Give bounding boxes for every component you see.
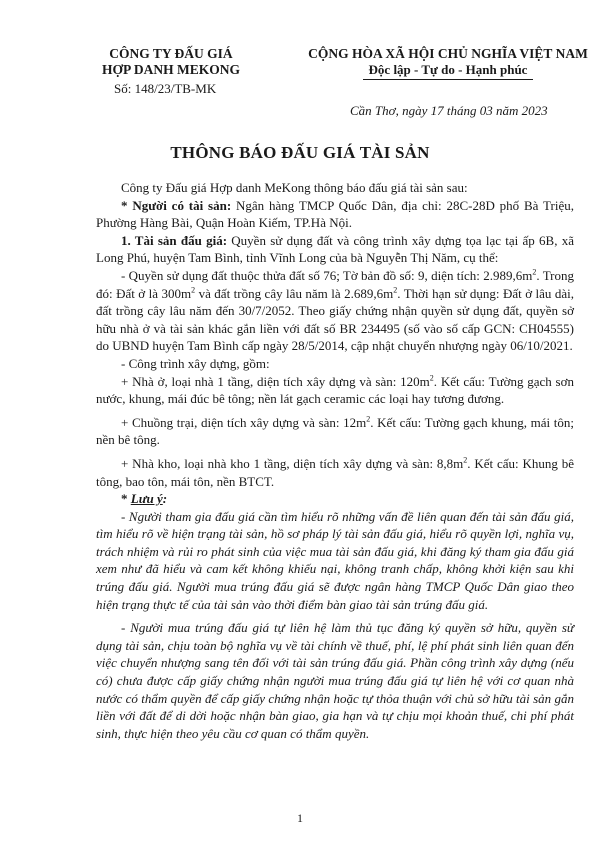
note-label: Lưu ý (130, 491, 163, 507)
intro-text: Công ty Đấu giá Hợp danh MeKong thông báo đấu giá tài sản sau: (121, 180, 468, 195)
barn-text-b: . Kết cấu: Tường gạch khung, mái tôn; nền bê tông. (96, 414, 575, 448)
document-body (96, 179, 574, 742)
org-name-line2: HỢP DANH MEKONG (102, 62, 240, 77)
works-intro: - Công trình xây dựng, gồm: (121, 355, 270, 371)
barn-paragraph (96, 414, 574, 449)
works-intro-paragraph (96, 355, 574, 373)
nation-name: CỘNG HÒA XÃ HỘI CHỦ NGHĨA VIỆT NAM (308, 46, 588, 61)
nation-header (302, 46, 594, 80)
owner-label: * Người có tài sản: (121, 197, 232, 213)
document-title: THÔNG BÁO ĐẤU GIÁ TÀI SẢN (170, 143, 430, 162)
barn-text-a: + Chuồng trại, diện tích xây dựng và sàn: 12m (121, 414, 367, 430)
national-motto: Độc lập - Tự do - Hạnh phúc (368, 62, 528, 77)
sup-squared: 2 (532, 267, 537, 277)
land-text-c: và đất trồng cây lâu năm là 2.689,6m (195, 285, 394, 301)
land-text-b: . Trong đó: Đất ở là 300m (96, 267, 575, 301)
sup-squared: 2 (393, 285, 398, 295)
note-colon: : (162, 491, 168, 507)
sup-squared: 2 (366, 414, 371, 424)
note-heading (96, 490, 574, 508)
note-paragraph-1 (96, 508, 574, 614)
land-text-a: - Quyền sử dụng đất thuộc thửa đất số 76; Tờ bản đồ số: 9, diện tích: 2.989,6m (121, 267, 533, 283)
sup-squared: 2 (463, 455, 468, 465)
asset-text: Quyền sử dụng đất và công trình xây dựng tọa lạc tại ấp 6B, xã Long Phú, huyện Tam Bình, tỉnh Vĩnh Long của bà Nguyễn Thị Năm, cụ thể: (96, 232, 574, 266)
land-text-d: . Thời hạn sử dụng: Đất ở lâu dài, đất trồng cây lâu năm đến 30/7/2052. Theo giấy chứng nhận quyền sử dụng đất, quyền sở hữu nhà ở và tài sản khác gắn liền với đất số BR 234495 (số vào số cấp GCN: CH04555) do UBND huyện Tam Bình cấp ngày 28/5/2014, cập nhật chuyển nhượng ngày 06/10/2021. (96, 285, 575, 354)
document-number: Số: 148/23/TB-MK (114, 81, 217, 96)
intro-paragraph (96, 179, 574, 197)
note-text-1: - Người tham gia đấu giá cần tìm hiểu rõ những vấn đề liên quan đến tài sản đấu giá, tìm hiểu rõ về hiện trạng tài sản, hồ sơ pháp lý tài sản đấu giá, hiểu rõ quyền lợi, nghĩa vụ, trách nhiệm và rủi ro phát sinh của việc mua tài sản đấu giá, khi đăng ký tham gia đấu giá xem như đã hiểu và cam kết không khiếu nại, không tranh chấp, không khởi kiện sau khi trúng đấu giá. Người mua trúng đấu giá sẽ được ngân hàng TMCP Quốc Dân giao theo hiện trạng thực tế của tài sản vào thời điểm bàn giao tài sản trúng đấu giá. (96, 508, 574, 612)
note-star: * (121, 491, 131, 507)
sup-squared: 2 (429, 373, 434, 383)
page-number: 1 (297, 811, 303, 825)
note-text-2: - Người mua trúng đấu giá tự liên hệ làm thủ tục đăng ký quyền sở hữu, quyền sử dụng tài sản, chịu toàn bộ nghĩa vụ về tài chính về thuế, phí, lệ phí phát sinh liên quan đến việc chuyển nhượng sang tên đối với tài sản trúng đấu giá. Phần công trình xây dựng (nếu có) chưa được cấp giấy chứng nhận người mua trúng đấu giá tự liên hệ với cơ quan nhà nước có thẩm quyền để cấp giấy chứng nhận hoặc tự thỏa thuận với chủ sở hữu tài sản gắn liền với đất để di dời hoặc nhận bàn giao, gia hạn và tự chịu mọi khoản thuế, chi phí phát sinh, thực hiện theo yêu cầu cơ quan có thẩm quyền. (96, 620, 574, 741)
place-date: Cần Thơ, ngày 17 tháng 03 năm 2023 (350, 103, 548, 118)
owner-paragraph (96, 197, 574, 232)
asset-label: 1. Tài sản đấu giá: (121, 232, 228, 248)
asset-paragraph (96, 232, 574, 267)
store-paragraph (96, 455, 574, 490)
house-paragraph (96, 373, 574, 408)
note-paragraph-2 (96, 619, 574, 742)
land-paragraph (96, 267, 574, 355)
house-text-a: + Nhà ở, loại nhà 1 tầng, diện tích xây dựng và sàn: 120m (121, 373, 430, 389)
house-text-b: . Kết cấu: Tường gạch sơn nước, khung, mái đúc bê tông; nền lát gạch ceramic các loại hay tương đương. (96, 373, 574, 407)
store-text-a: + Nhà kho, loại nhà kho 1 tầng, diện tích xây dựng và sàn: 8,8m (121, 455, 464, 471)
store-text-b: . Kết cấu: Khung bê tông, bao tôn, mái tôn, nền BTCT. (96, 455, 574, 489)
org-name-line1: CÔNG TY ĐẤU GIÁ (109, 46, 233, 61)
motto-underline (363, 79, 533, 80)
org-header (96, 46, 246, 98)
sup-squared: 2 (191, 285, 196, 295)
owner-text: Ngân hàng TMCP Quốc Dân, địa chỉ: 28C-28D phố Bà Triệu, Phường Hàng Bài, Quận Hoàn Kiếm, TP.Hà Nội. (96, 197, 574, 231)
